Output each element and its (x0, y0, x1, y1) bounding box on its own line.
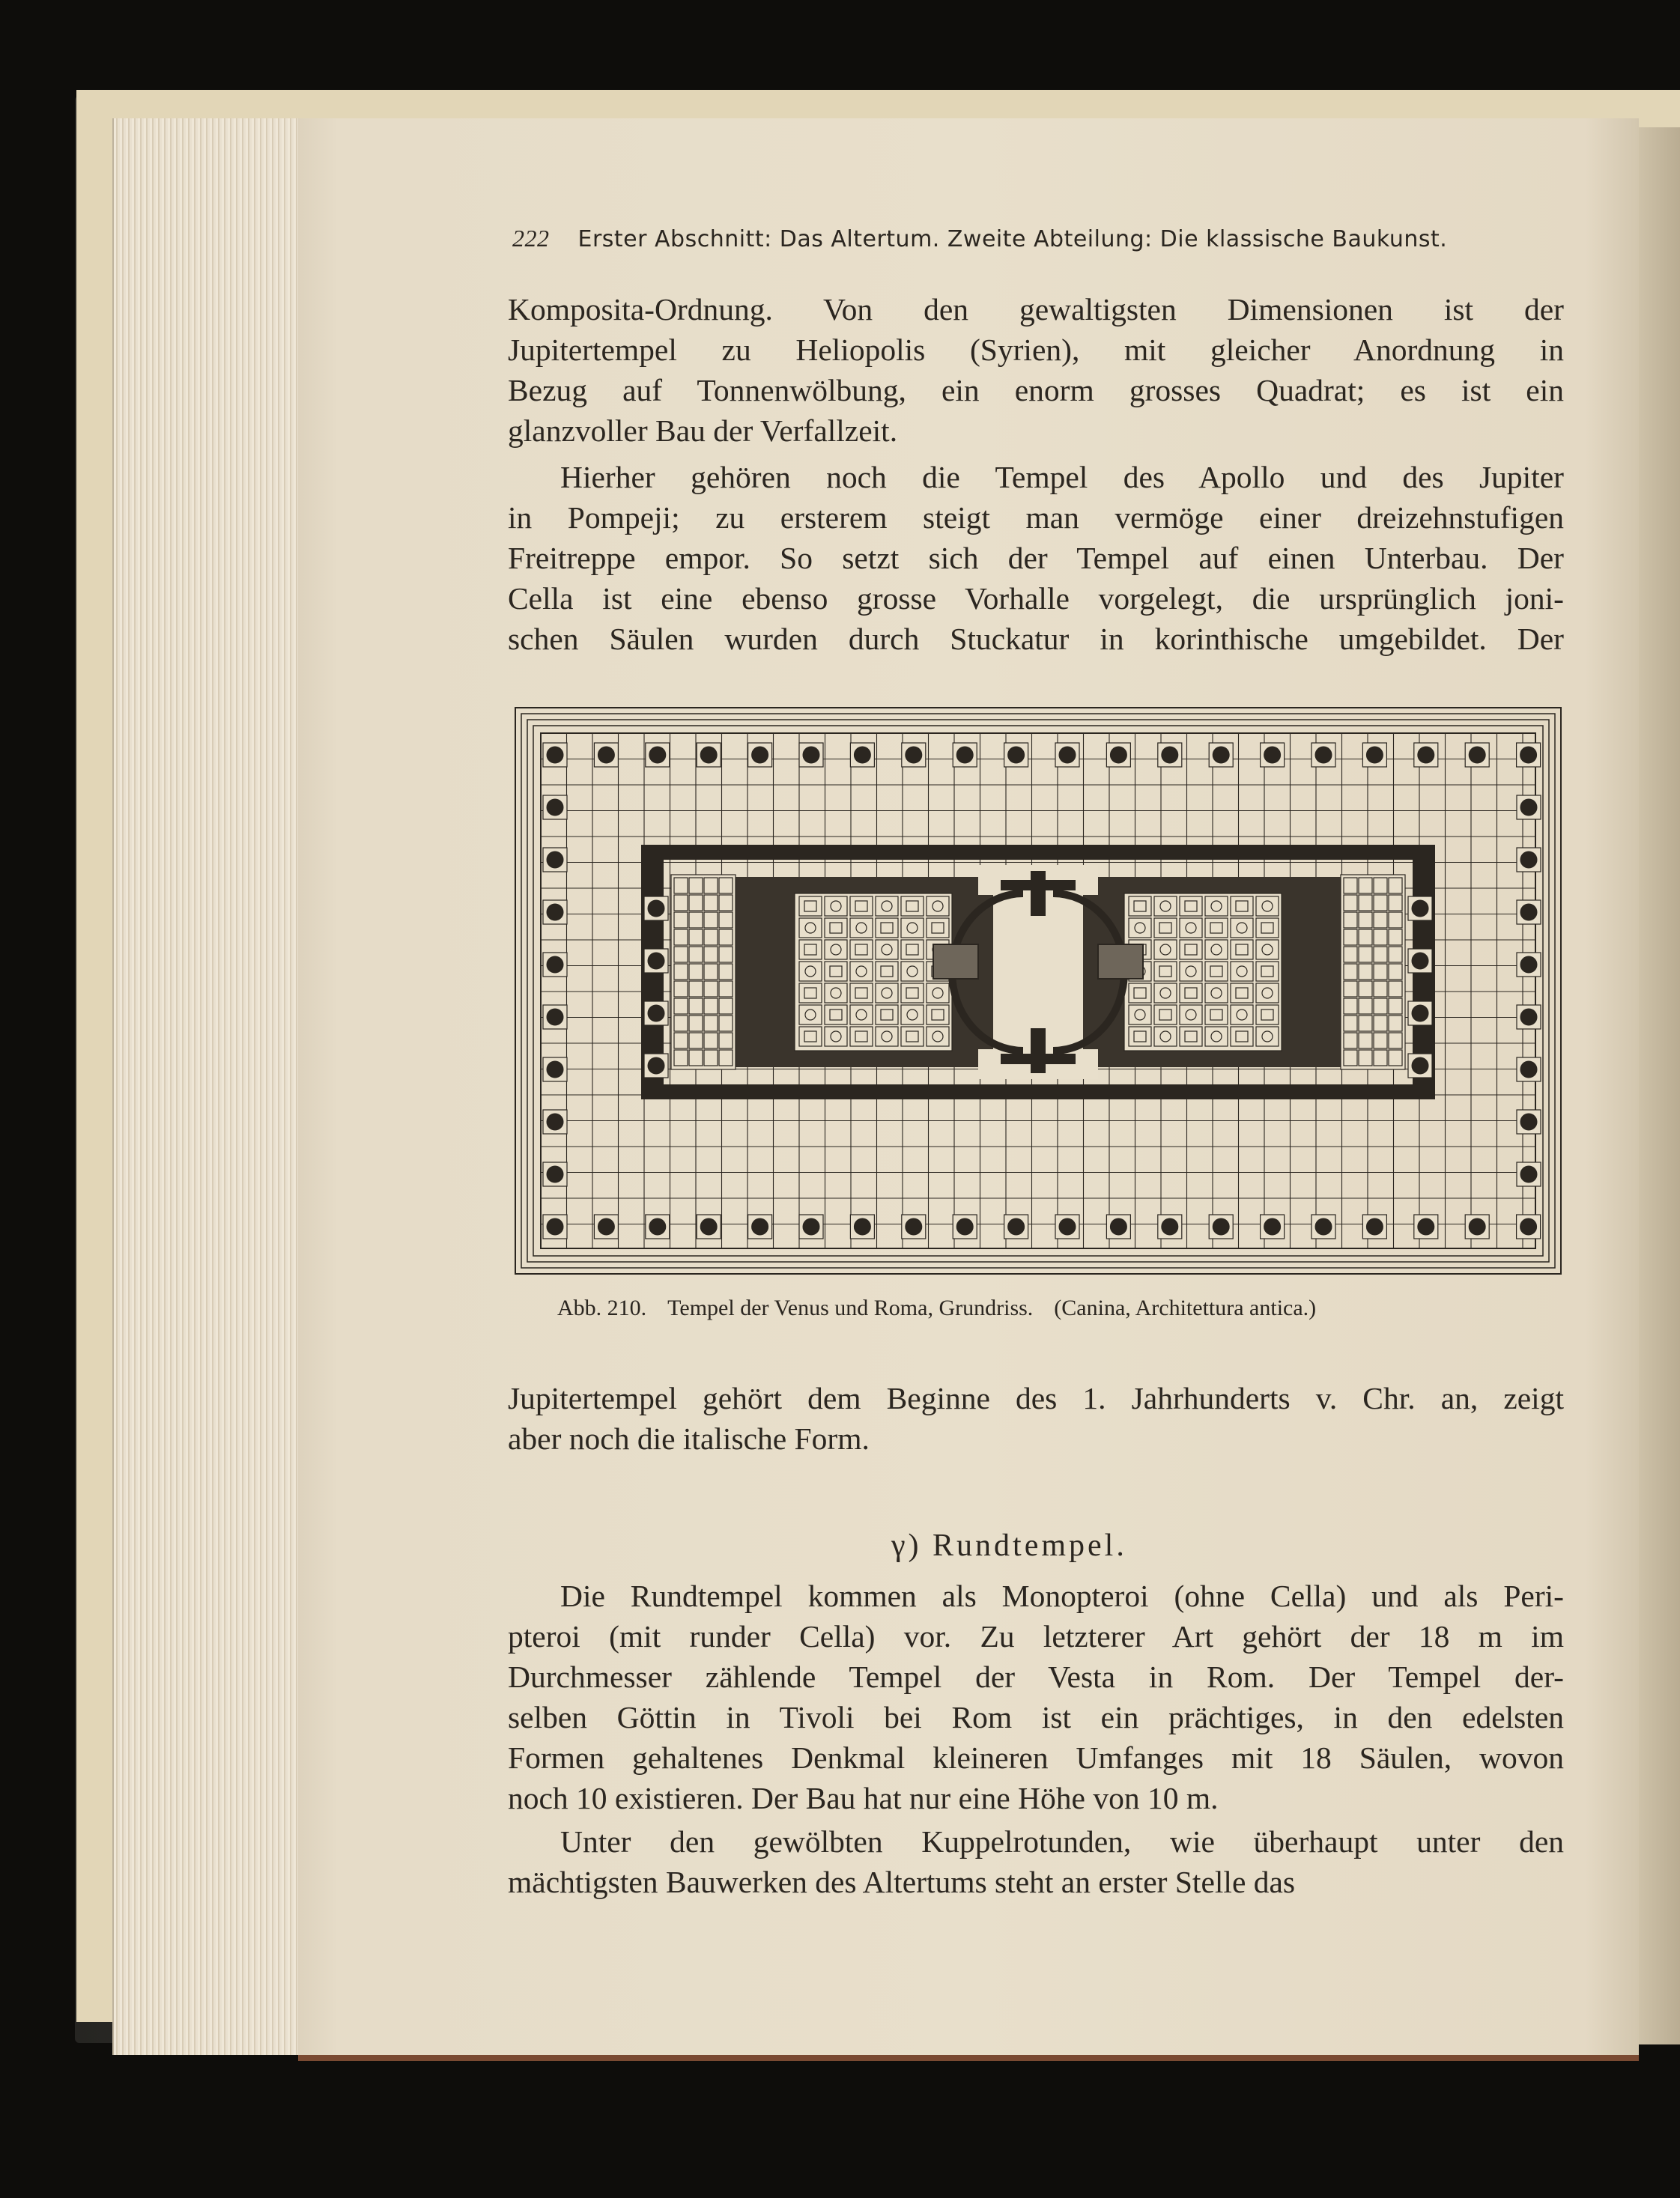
column-marker (1408, 1054, 1432, 1078)
column-marker (1311, 1215, 1335, 1239)
text-line: Bezug auf Tonnenwölbung, ein enorm grosses Quadrat; es ist ein (508, 373, 1564, 407)
column-marker (1517, 1162, 1541, 1186)
page-edges (112, 118, 300, 2055)
column-marker (799, 743, 823, 767)
column-marker (1517, 1005, 1541, 1029)
column-marker (1517, 848, 1541, 872)
column-marker (1517, 953, 1541, 977)
column-marker (1517, 1057, 1541, 1081)
paragraph-2 (508, 457, 1564, 659)
column-marker (697, 1215, 721, 1239)
text-line: schen Säulen wurden durch Stuckatur in korinthische umgebildet. Der (508, 622, 1564, 656)
column-marker (644, 896, 668, 920)
running-head-text: Erster Abschnitt: Das Altertum. Zweite Abteilung: Die klassische Baukunst. (577, 226, 1448, 252)
column-marker (748, 743, 772, 767)
column-marker (646, 743, 670, 767)
column-marker (1261, 1215, 1285, 1239)
figure-label: Abb. 210. (557, 1296, 647, 1320)
column-marker (543, 848, 567, 872)
column-marker (543, 953, 567, 977)
section-heading: γ) Rundtempel. (891, 1528, 1127, 1563)
column-marker (953, 743, 977, 767)
column-marker (1408, 1001, 1432, 1025)
column-marker (850, 1215, 874, 1239)
column-marker (644, 949, 668, 973)
column-marker (543, 795, 567, 819)
column-marker (1055, 743, 1079, 767)
text-line: aber noch die italische Form. (508, 1421, 870, 1456)
column-marker (1517, 1110, 1541, 1134)
figure-caption (557, 1296, 1531, 1329)
page-bottom-edge (298, 2055, 1639, 2061)
temple-floor-plan (514, 706, 1562, 1275)
column-marker (697, 743, 721, 767)
column-marker (799, 1215, 823, 1239)
column-marker (748, 1215, 772, 1239)
column-marker (1414, 1215, 1438, 1239)
text-line: pteroi (mit runder Cella) vor. Zu letzterer Art gehört der 18 m im (508, 1619, 1564, 1654)
figure-title: Tempel der Venus und Roma, Grundriss. (667, 1296, 1034, 1320)
column-marker (1362, 1215, 1386, 1239)
text-line: Durchmesser zählende Tempel der Vesta in Rom. Der Tempel der- (508, 1660, 1564, 1694)
column-marker (953, 1215, 977, 1239)
column-marker (1362, 743, 1386, 767)
paragraph-3 (508, 1378, 1564, 1459)
column-marker (543, 743, 567, 767)
column-marker (1408, 949, 1432, 973)
text-line: in Pompeji; zu ersterem steigt man vermöge einer dreizehnstufigen (508, 500, 1564, 535)
column-marker (1517, 795, 1541, 819)
column-marker (543, 900, 567, 924)
column-marker (594, 1215, 618, 1239)
paragraph-5 (508, 1821, 1564, 1902)
column-marker (1517, 1215, 1541, 1239)
text-line: Freitreppe empor. So setzt sich der Tempel auf einen Unterbau. Der (508, 541, 1564, 575)
column-marker (1004, 743, 1028, 767)
column-marker (1158, 743, 1182, 767)
text-line: Unter den gewölbten Kuppelrotunden, wie überhaupt unter den (560, 1824, 1564, 1859)
paragraph-4 (508, 1576, 1564, 1818)
column-marker (1209, 743, 1233, 767)
column-marker (1106, 1215, 1130, 1239)
text-line: Cella ist eine ebenso grosse Vorhalle vorgelegt, die ursprünglich joni- (508, 581, 1564, 616)
column-marker (1106, 743, 1130, 767)
column-marker (1158, 1215, 1182, 1239)
text-line: selben Göttin in Tivoli bei Rom ist ein prächtiges, in den edelsten (508, 1700, 1564, 1734)
column-marker (850, 743, 874, 767)
column-marker (543, 1005, 567, 1029)
column-marker (1517, 900, 1541, 924)
text-line: noch 10 existieren. Der Bau hat nur eine Höhe von 10 m. (508, 1781, 1219, 1815)
text-line: Jupitertempel zu Heliopolis (Syrien), mit gleicher Anordnung in (508, 333, 1564, 367)
column-marker (1209, 1215, 1233, 1239)
text-line: Komposita-Ordnung. Von den gewaltigsten Dimensionen ist der (508, 292, 1564, 327)
column-marker (644, 1001, 668, 1025)
text-line: Die Rundtempel kommen als Monopteroi (ohne Cella) und als Peri- (560, 1579, 1564, 1613)
column-marker (1408, 896, 1432, 920)
column-marker (543, 1057, 567, 1081)
column-marker (543, 1110, 567, 1134)
column-marker (543, 1215, 567, 1239)
column-marker (1465, 1215, 1489, 1239)
running-head (512, 225, 1486, 258)
column-marker (594, 743, 618, 767)
text-line: Jupitertempel gehört dem Beginne des 1. Jahrhunderts v. Chr. an, zeigt (508, 1381, 1564, 1415)
column-marker (543, 1162, 567, 1186)
column-marker (1465, 743, 1489, 767)
facing-page-edge (1637, 127, 1680, 2044)
page-number: 222 (512, 225, 550, 252)
text-line: Formen gehaltenes Denkmal kleineren Umfanges mit 18 Säulen, wovon (508, 1740, 1564, 1775)
column-marker (1517, 743, 1541, 767)
figure-source: (Canina, Architettura antica.) (1054, 1296, 1317, 1320)
column-marker (902, 743, 926, 767)
paragraph-1 (508, 289, 1564, 451)
column-marker (1311, 743, 1335, 767)
column-marker (902, 1215, 926, 1239)
text-line: glanzvoller Bau der Verfallzeit. (508, 413, 898, 448)
text-line: mächtigsten Bauwerken des Altertums steht an erster Stelle das (508, 1865, 1296, 1899)
column-marker (646, 1215, 670, 1239)
column-marker (1055, 1215, 1079, 1239)
column-marker (644, 1054, 668, 1078)
column-marker (1414, 743, 1438, 767)
column-marker (1004, 1215, 1028, 1239)
text-line: Hierher gehören noch die Tempel des Apollo und des Jupiter (560, 460, 1564, 494)
column-marker (1261, 743, 1285, 767)
